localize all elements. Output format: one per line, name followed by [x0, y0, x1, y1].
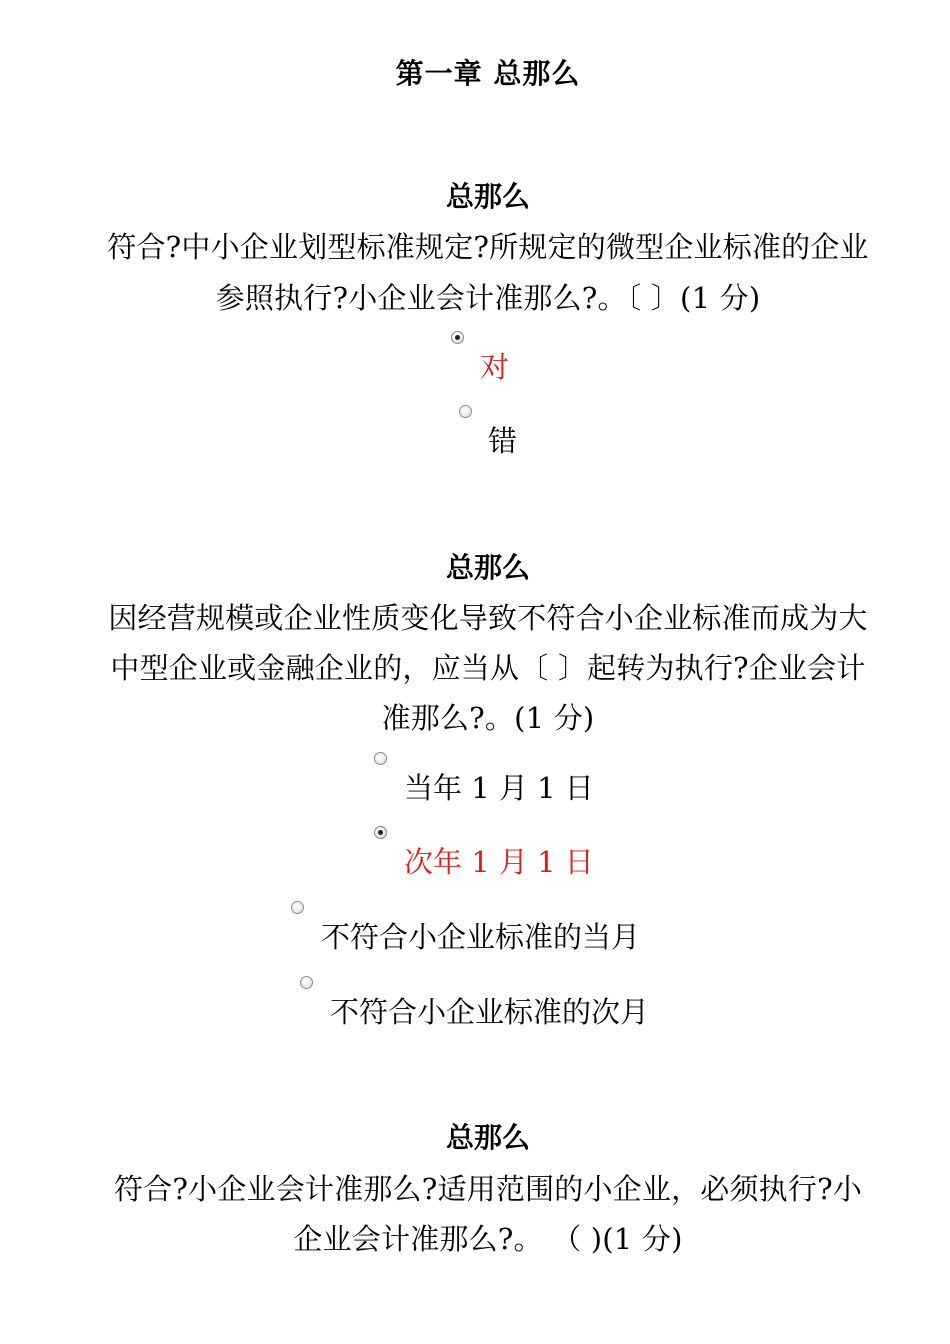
radio-option-b[interactable]	[374, 826, 387, 839]
option-label-a: 当年 1 月 1 日	[404, 771, 594, 805]
question-text-line: 参照执行?小企业会计准那么?。〔 〕(1 分)	[215, 281, 761, 315]
option-label-d: 不符合小企业标准的次月	[330, 995, 650, 1029]
question-text-line: 准那么?。(1 分)	[381, 701, 595, 735]
question-text-line: 符合?中小企业划型标准规定?所规定的微型企业标准的企业	[107, 230, 869, 264]
question-text-line: 企业会计准那么?。 （ )(1 分)	[293, 1222, 683, 1256]
radio-option-d[interactable]	[300, 976, 313, 989]
question-section-label: 总那么	[445, 551, 530, 584]
option-label-false: 错	[488, 424, 518, 458]
radio-option-false[interactable]	[459, 405, 472, 418]
option-label-b: 次年 1 月 1 日	[404, 845, 594, 879]
chapter-title: 第一章 总那么	[395, 57, 581, 90]
radio-option-a[interactable]	[374, 752, 387, 765]
question-text-line: 因经营规模或企业性质变化导致不符合小企业标准而成为大	[108, 601, 868, 635]
question-text-line: 符合?小企业会计准那么?适用范围的小企业，必须执行?小	[113, 1172, 863, 1206]
radio-option-true[interactable]	[451, 331, 464, 344]
option-label-c: 不符合小企业标准的当月	[321, 920, 641, 954]
question-section-label: 总那么	[445, 180, 530, 213]
radio-option-c[interactable]	[291, 901, 304, 914]
question-text-line: 中型企业或金融企业的，应当从〔 〕起转为执行?企业会计	[110, 651, 866, 685]
option-label-true: 对	[480, 350, 510, 384]
question-section-label: 总那么	[445, 1121, 530, 1154]
